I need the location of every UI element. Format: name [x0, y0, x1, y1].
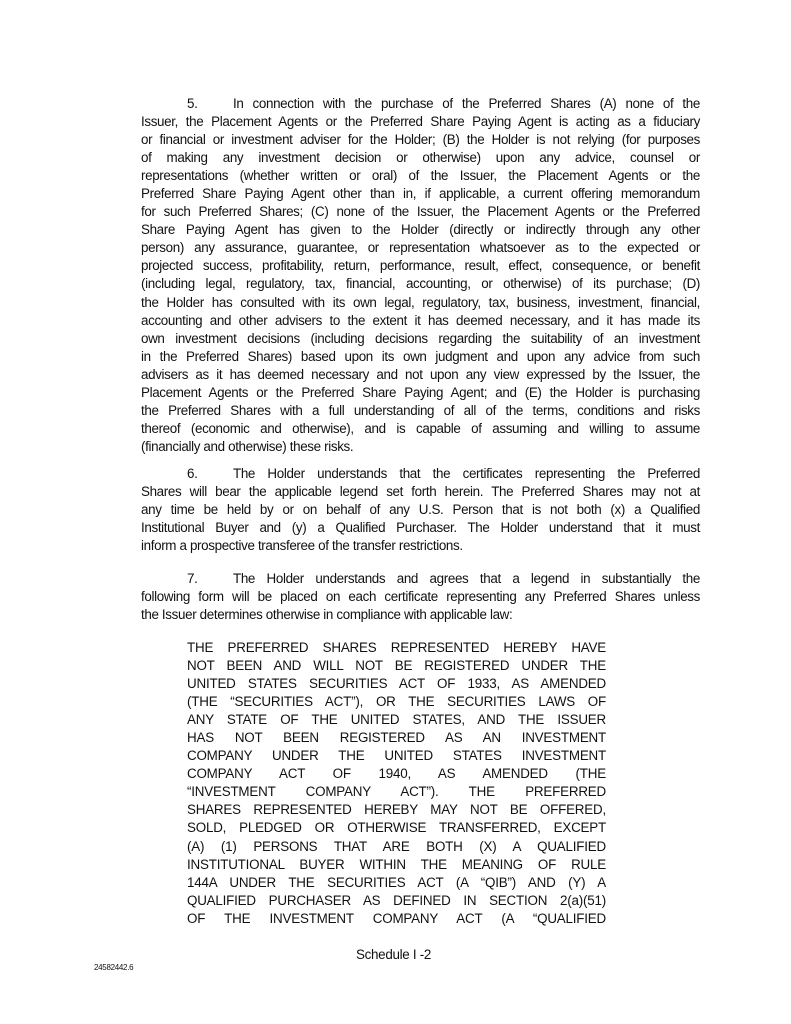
- legend-line: (A) (1) PERSONS THAT ARE BOTH (X) A QUALIFIED: [187, 838, 606, 854]
- paragraph-line: 6. The Holder understands that the certificates representing the Preferred: [141, 465, 700, 483]
- paragraph-line: or financial or investment adviser for the Holder; (B) the Holder is not relying (for purposes: [141, 132, 700, 148]
- legend-line: NOT BEEN AND WILL NOT BE REGISTERED UNDER THE: [187, 658, 606, 674]
- paragraph-6: [141, 465, 700, 555]
- certificate-legend: [187, 639, 606, 928]
- legend-line: “INVESTMENT COMPANY ACT”). THE PREFERRED: [187, 784, 606, 800]
- paragraph-7: [141, 570, 700, 624]
- paragraph-line: representations (whether written or oral) of the Issuer, the Placement Agents or the: [141, 168, 700, 184]
- paragraph-line: own investment decisions (including decisions regarding the suitability of an investment: [141, 330, 700, 346]
- legend-line: ANY STATE OF THE UNITED STATES, AND THE ISSUER: [187, 712, 606, 728]
- paragraph-line: thereof (economic and otherwise), and is capable of assuming and willing to assume: [141, 420, 700, 436]
- paragraph-line: Share Paying Agent has given to the Holder (directly or indirectly through any other: [141, 222, 700, 238]
- paragraph-number: 5.: [187, 96, 198, 111]
- paragraph-line: any time be held by or on behalf of any U.S. Person that is not both (x) a Qualified: [141, 502, 700, 518]
- paragraph-line: (including legal, regulatory, tax, financial, accounting, or otherwise) of its purchase; (D): [141, 276, 700, 292]
- paragraph-line: Shares will bear the applicable legend set forth herein. The Preferred Shares may not at: [141, 484, 700, 500]
- paragraph-line: Issuer, the Placement Agents or the Preferred Share Paying Agent is acting as a fiduciary: [141, 114, 700, 130]
- paragraph-number: 6.: [187, 466, 198, 481]
- legend-line: COMPANY ACT OF 1940, AS AMENDED (THE: [187, 766, 606, 782]
- paragraph-line: following form will be placed on each certificate representing any Preferred Shares unless: [141, 589, 700, 605]
- paragraph-line: of making any investment decision or otherwise) upon any advice, counsel or: [141, 150, 700, 166]
- paragraph-line: 5. In connection with the purchase of the Preferred Shares (A) none of the: [141, 95, 700, 113]
- legend-line: SHARES REPRESENTED HEREBY MAY NOT BE OFFERED,: [187, 802, 606, 818]
- paragraph-line: 7. The Holder understands and agrees that a legend in substantially the: [141, 570, 700, 588]
- legend-line: (THE “SECURITIES ACT”), OR THE SECURITIES LAWS OF: [187, 694, 606, 710]
- legend-line: QUALIFIED PURCHASER AS DEFINED IN SECTION 2(a)(51): [187, 892, 606, 908]
- legend-line: INSTITUTIONAL BUYER WITHIN THE MEANING OF RULE: [187, 856, 606, 872]
- paragraph-line: the Holder has consulted with its own legal, regulatory, tax, business, investment, financial,: [141, 294, 700, 310]
- paragraph-line: Institutional Buyer and (y) a Qualified Purchaser. The Holder understand that it must: [141, 520, 700, 536]
- paragraph-line: projected success, profitability, return, performance, result, effect, consequence, or benefit: [141, 258, 700, 274]
- paragraph-line: accounting and other advisers to the extent it has deemed necessary, and it has made its: [141, 312, 700, 328]
- paragraph-line: for such Preferred Shares; (C) none of the Issuer, the Placement Agents or the Preferred: [141, 204, 700, 220]
- paragraph-line: person) any assurance, guarantee, or representation whatsoever as to the expected or: [141, 240, 700, 256]
- paragraph-line: advisers as it has deemed necessary and not upon any view expressed by the Issuer, the: [141, 366, 700, 382]
- legend-line: UNITED STATES SECURITIES ACT OF 1933, AS AMENDED: [187, 676, 606, 692]
- paragraph-number: 7.: [187, 571, 198, 586]
- legend-line: SOLD, PLEDGED OR OTHERWISE TRANSFERRED, EXCEPT: [187, 820, 606, 836]
- page-number-label: Schedule I -2: [356, 947, 432, 962]
- paragraph-5: [141, 95, 700, 456]
- paragraph-line: Preferred Share Paying Agent other than in, if applicable, a current offering memorandum: [141, 186, 700, 202]
- paragraph-line: (financially and otherwise) these risks.: [141, 438, 354, 454]
- legend-line: HAS NOT BEEN REGISTERED AS AN INVESTMENT: [187, 730, 606, 746]
- document-id: 24582442.6: [94, 963, 134, 972]
- paragraph-line: Placement Agents or the Preferred Share Paying Agent; and (E) the Holder is purchasing: [141, 384, 700, 400]
- paragraph-line: the Issuer determines otherwise in compliance with applicable law:: [141, 607, 513, 623]
- legend-line: COMPANY UNDER THE UNITED STATES INVESTMENT: [187, 748, 606, 764]
- legend-line: THE PREFERRED SHARES REPRESENTED HEREBY HAVE: [187, 640, 606, 655]
- paragraph-line: inform a prospective transferee of the transfer restrictions.: [141, 538, 463, 554]
- legend-line: 144A UNDER THE SECURITIES ACT (A “QIB”) AND (Y) A: [187, 874, 606, 890]
- paragraph-line: in the Preferred Shares) based upon its own judgment and upon any advice from such: [141, 348, 700, 364]
- legend-line: OF THE INVESTMENT COMPANY ACT (A “QUALIFIED: [187, 910, 606, 926]
- paragraph-line: the Preferred Shares with a full understanding of all of the terms, conditions and risks: [141, 402, 700, 418]
